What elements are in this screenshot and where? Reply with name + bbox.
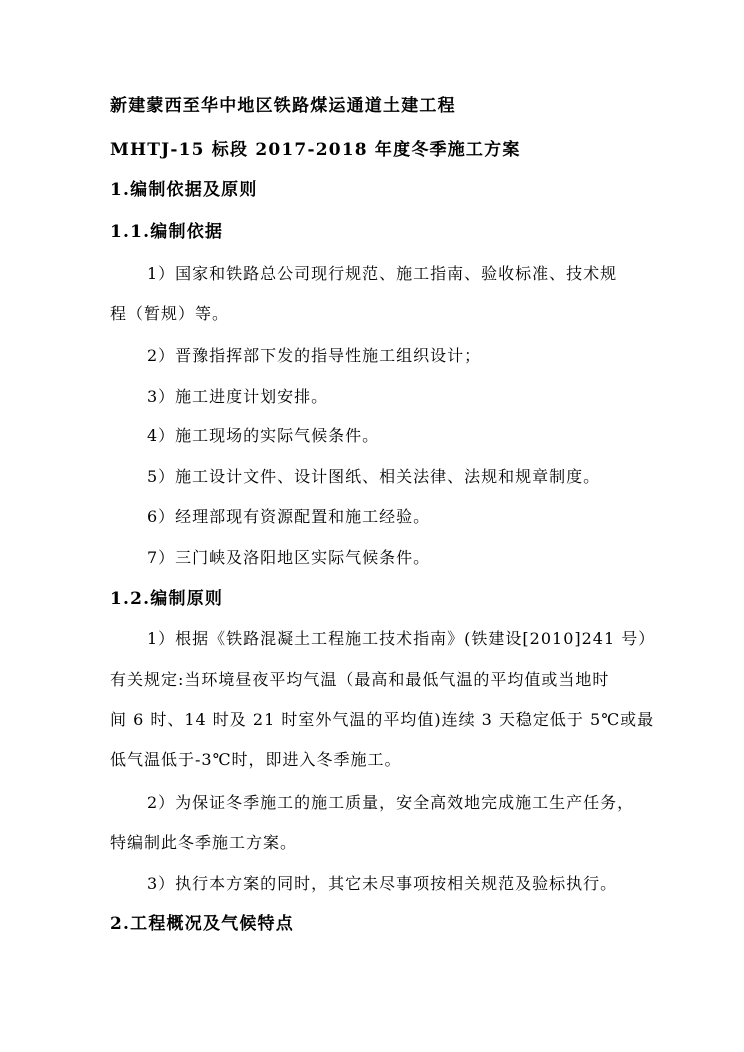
document-title-line-1: 新建蒙西至华中地区铁路煤运通道土建工程 [110,96,456,116]
principle-item-1-line-1: 1）根据《铁路混凝土工程施工技术指南》(铁建设[2010]241 号） [147,629,656,648]
section-2-heading: 2.工程概况及气候特点 [110,914,294,934]
basis-item-3: 3）施工进度计划安排。 [147,387,329,406]
basis-item-2: 2）晋豫指挥部下发的指导性施工组织设计； [147,346,482,365]
basis-item-5: 5）施工设计文件、设计图纸、相关法律、法规和规章制度。 [147,467,601,486]
basis-item-4: 4）施工现场的实际气候条件。 [147,426,380,445]
section-1-heading: 1.编制依据及原则 [110,180,258,200]
principle-item-1-line-4: 低气温低于-3℃时，即进入冬季施工。 [110,750,402,769]
principle-item-1-line-2: 有关规定:当环境昼夜平均气温（最高和最低气温的平均值或当地时 [110,670,610,689]
section-1-2-heading: 1.2.编制原则 [110,589,224,609]
basis-item-1-line-2: 程（暂规）等。 [110,304,230,323]
principle-item-3: 3）执行本方案的同时，其它未尽事项按相关规范及验标执行。 [147,874,618,893]
principle-item-2-line-1: 2）为保证冬季施工的施工质量，安全高效地完成施工生产任务， [147,793,635,812]
basis-item-7: 7）三门峡及洛阳地区实际气候条件。 [147,548,431,567]
basis-item-6: 6）经理部现有资源配置和施工经验。 [147,507,431,526]
basis-item-1-line-1: 1）国家和铁路总公司现行规范、施工指南、验收标准、技术规 [147,264,618,283]
principle-item-1-line-3: 间 6 时、14 时及 21 时室外气温的平均值)连续 3 天稳定低于 5℃或最 [110,710,655,729]
section-1-1-heading: 1.1.编制依据 [110,222,224,242]
principle-item-2-line-2: 特编制此冬季施工方案。 [110,833,298,852]
document-title-line-2: MHTJ-15 标段 2017-2018 年度冬季施工方案 [110,140,521,160]
